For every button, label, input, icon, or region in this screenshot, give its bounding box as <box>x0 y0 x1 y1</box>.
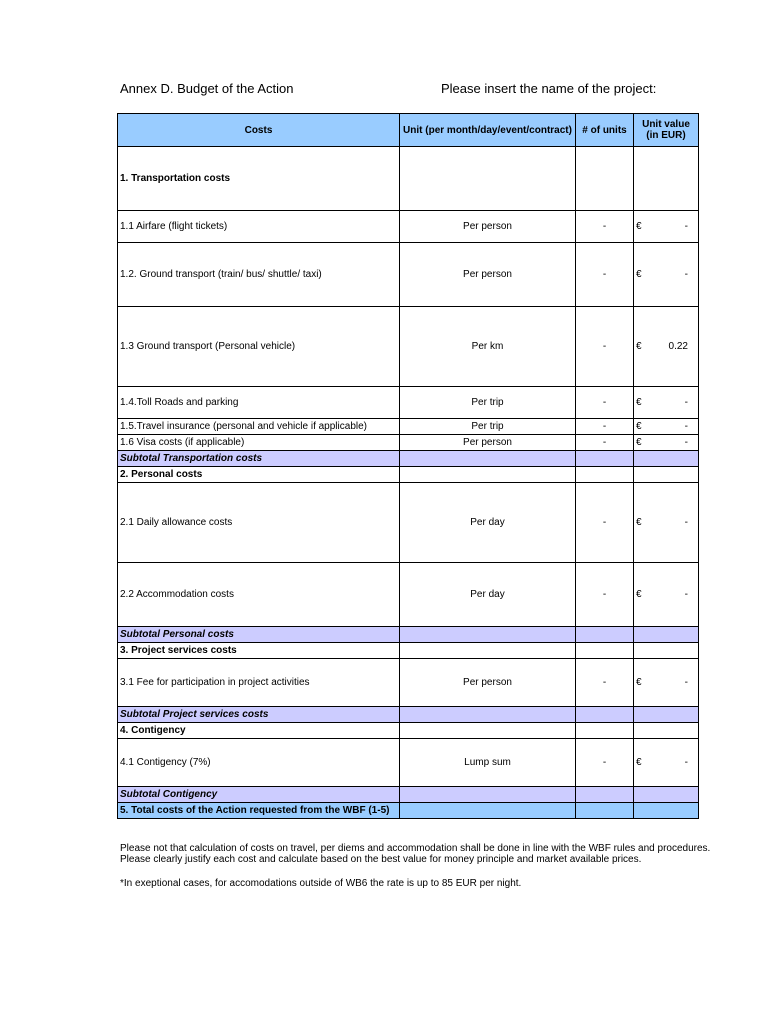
cell[interactable] <box>634 451 699 467</box>
table-row <box>118 243 699 307</box>
section-label: 4. Contigency <box>118 723 400 739</box>
unit-value: - <box>684 421 688 432</box>
currency-symbol: € <box>636 757 642 768</box>
table-row <box>118 435 699 451</box>
column-header-unit: Unit (per month/day/event/contract) <box>400 114 576 147</box>
unit-value: - <box>684 757 688 768</box>
unit-value-cell[interactable] <box>634 563 699 627</box>
unit-value-cell[interactable] <box>634 307 699 387</box>
cell[interactable] <box>400 803 576 819</box>
table-row <box>118 563 699 627</box>
unit-value: - <box>684 677 688 688</box>
table-row <box>118 419 699 435</box>
currency-symbol: € <box>636 341 642 352</box>
row-label: 1.6 Visa costs (if applicable) <box>118 435 400 451</box>
unit-cell[interactable]: Lump sum <box>400 739 576 787</box>
section-row-project-services <box>118 643 699 659</box>
unit-cell[interactable]: Per day <box>400 563 576 627</box>
cell[interactable] <box>634 627 699 643</box>
unit-cell[interactable]: Per person <box>400 243 576 307</box>
unit-value: 0.22 <box>668 341 688 352</box>
section-label: 3. Project services costs <box>118 643 400 659</box>
note-calculation-rules: Please not that calculation of costs on travel, per diems and accommodation shall be done in line with the WBF rules and procedures. <box>120 843 711 854</box>
row-label: 1.4.Toll Roads and parking <box>118 387 400 419</box>
unit-value: - <box>684 269 688 280</box>
cell[interactable] <box>634 707 699 723</box>
row-label: 3.1 Fee for participation in project activities <box>118 659 400 707</box>
unit-value: - <box>684 397 688 408</box>
section-row-transportation <box>118 147 699 211</box>
unit-value-cell[interactable] <box>634 211 699 243</box>
cell[interactable] <box>576 803 634 819</box>
unit-value-cell[interactable] <box>634 659 699 707</box>
units-cell[interactable]: - <box>576 739 634 787</box>
table-row <box>118 739 699 787</box>
unit-cell[interactable]: Per person <box>400 435 576 451</box>
unit-cell[interactable]: Per trip <box>400 419 576 435</box>
project-name-prompt: Please insert the name of the project: <box>441 81 657 96</box>
row-label: 1.2. Ground transport (train/ bus/ shuttle/ taxi) <box>118 243 400 307</box>
cell[interactable] <box>634 723 699 739</box>
currency-symbol: € <box>636 589 642 600</box>
unit-value-cell[interactable] <box>634 419 699 435</box>
column-header-unit-value: Unit value (in EUR) <box>634 114 699 147</box>
units-cell[interactable]: - <box>576 435 634 451</box>
cell[interactable] <box>576 147 634 211</box>
unit-value-cell[interactable] <box>634 243 699 307</box>
cell[interactable] <box>634 787 699 803</box>
unit-value: - <box>684 437 688 448</box>
subtotal-label: Subtotal Project services costs <box>118 707 400 723</box>
section-label: 2. Personal costs <box>118 467 400 483</box>
subtotal-row-contigency <box>118 787 699 803</box>
currency-symbol: € <box>636 269 642 280</box>
subtotal-label: Subtotal Transportation costs <box>118 451 400 467</box>
unit-value: - <box>684 589 688 600</box>
notes-section <box>120 843 710 889</box>
row-label: 2.2 Accommodation costs <box>118 563 400 627</box>
table-row <box>118 659 699 707</box>
cell[interactable] <box>576 627 634 643</box>
total-label: 5. Total costs of the Action requested from the WBF (1-5) <box>118 803 400 819</box>
cell[interactable] <box>400 451 576 467</box>
cell[interactable] <box>576 451 634 467</box>
unit-cell[interactable]: Per km <box>400 307 576 387</box>
column-header-num-units: # of units <box>576 114 634 147</box>
unit-value-cell[interactable] <box>634 435 699 451</box>
unit-value: - <box>684 517 688 528</box>
table-row <box>118 387 699 419</box>
unit-value-cell[interactable] <box>634 739 699 787</box>
cell[interactable] <box>400 147 576 211</box>
column-header-costs: Costs <box>118 114 400 147</box>
budget-table <box>117 113 699 819</box>
cell[interactable] <box>576 643 634 659</box>
units-cell[interactable]: - <box>576 483 634 563</box>
section-label: 1. Transportation costs <box>118 147 400 211</box>
cell[interactable] <box>634 643 699 659</box>
unit-cell[interactable]: Per person <box>400 211 576 243</box>
note-accommodation-exception: *In exeptional cases, for accomodations outside of WB6 the rate is up to 85 EUR per night. <box>120 878 522 889</box>
cell[interactable] <box>400 723 576 739</box>
units-cell[interactable]: - <box>576 243 634 307</box>
table-row <box>118 483 699 563</box>
units-cell[interactable]: - <box>576 307 634 387</box>
unit-value-cell[interactable] <box>634 387 699 419</box>
section-row-contigency <box>118 723 699 739</box>
currency-symbol: € <box>636 517 642 528</box>
unit-cell[interactable]: Per trip <box>400 387 576 419</box>
cell[interactable] <box>400 643 576 659</box>
currency-symbol: € <box>636 221 642 232</box>
cell[interactable] <box>576 707 634 723</box>
row-label: 2.1 Daily allowance costs <box>118 483 400 563</box>
units-cell[interactable]: - <box>576 659 634 707</box>
unit-value: - <box>684 221 688 232</box>
currency-symbol: € <box>636 397 642 408</box>
units-cell[interactable]: - <box>576 563 634 627</box>
unit-cell[interactable]: Per person <box>400 659 576 707</box>
cell[interactable] <box>576 723 634 739</box>
subtotal-label: Subtotal Personal costs <box>118 627 400 643</box>
note-justification: Please clearly justify each cost and calculate based on the best value for money principle and market available prices. <box>120 854 642 865</box>
table-row <box>118 211 699 243</box>
table-header-row <box>118 114 699 147</box>
currency-symbol: € <box>636 437 642 448</box>
cell[interactable] <box>634 467 699 483</box>
total-row <box>118 803 699 819</box>
unit-cell[interactable]: Per day <box>400 483 576 563</box>
units-cell[interactable]: - <box>576 419 634 435</box>
currency-symbol: € <box>636 421 642 432</box>
unit-value-cell[interactable] <box>634 483 699 563</box>
cell[interactable] <box>576 787 634 803</box>
row-label: 1.3 Ground transport (Personal vehicle) <box>118 307 400 387</box>
cell[interactable] <box>576 467 634 483</box>
units-cell[interactable]: - <box>576 211 634 243</box>
row-label: 4.1 Contigency (7%) <box>118 739 400 787</box>
subtotal-row-personal <box>118 627 699 643</box>
subtotal-row-project-services <box>118 707 699 723</box>
subtotal-row-transportation <box>118 451 699 467</box>
units-cell[interactable]: - <box>576 387 634 419</box>
cell[interactable] <box>634 147 699 211</box>
row-label: 1.5.Travel insurance (personal and vehicle if applicable) <box>118 419 400 435</box>
cell[interactable] <box>634 803 699 819</box>
cell[interactable] <box>400 787 576 803</box>
currency-symbol: € <box>636 677 642 688</box>
document-title: Annex D. Budget of the Action <box>120 81 294 96</box>
table-row <box>118 307 699 387</box>
subtotal-label: Subtotal Contigency <box>118 787 400 803</box>
row-label: 1.1 Airfare (flight tickets) <box>118 211 400 243</box>
cell[interactable] <box>400 707 576 723</box>
section-row-personal <box>118 467 699 483</box>
cell[interactable] <box>400 467 576 483</box>
cell[interactable] <box>400 627 576 643</box>
